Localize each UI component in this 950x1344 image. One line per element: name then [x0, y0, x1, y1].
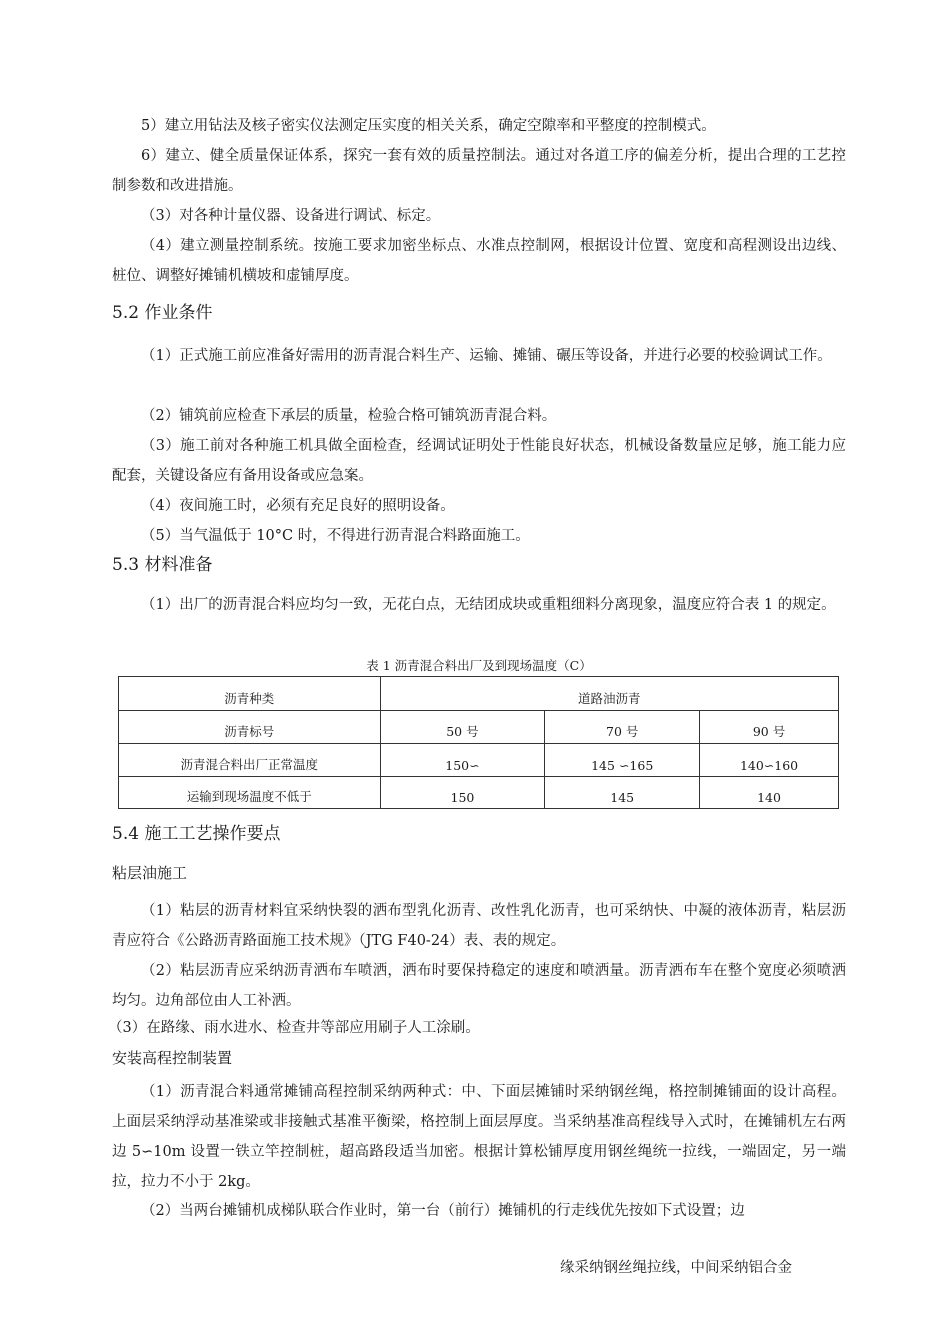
table-cell-label: 沥青种类 — [119, 677, 381, 711]
table-cell: 140 — [700, 777, 839, 809]
table-cell: 140∽160 — [700, 744, 839, 777]
section-heading-5-4: 5.4 施工工艺操作要点 — [112, 824, 281, 844]
table-cell: 90 号 — [700, 711, 839, 744]
subheading-elevation-control: 安装高程控制装置 — [112, 1049, 233, 1067]
table-cell-label: 沥青混合料出厂正常温度 — [119, 744, 381, 777]
paragraph-5-4-2: （2）粘层沥青应采纳沥青洒布车喷洒，洒布时要保持稳定的速度和喷洒量。沥青洒布车在整个宽度必须喷洒均匀。边角部位由人工补洒。 — [112, 963, 846, 1009]
table-caption: 表 1 沥青混合料出厂及到现场温度（C） — [366, 658, 592, 673]
table-cell: 150 — [380, 777, 545, 809]
paragraph-5-4-4: （1）沥青混合料通常摊铺高程控制采纳两种式：中、下面层摊铺时采纳钢丝绳，格控制摊铺面的设计高程。上面层采纳浮动基准梁或非接触式基准平衡梁，格控制上面层厚度。当采纳基准高程线导入式时，在摊铺机左右两边 5∽10m 设置一铁立竿控制桩，超高路段适当加密。根据计算松铺厚度用钢丝绳统一拉线，一端固定，另一端拉，拉力不小于 2kg。 — [112, 1084, 846, 1190]
page-tail-text: 缘采纳钢丝绳拉线，中间采纳铝合金 — [560, 1260, 792, 1276]
paragraph-2: 6）建立、健全质量保证体系，探究一套有效的质量控制法。通过对各道工序的偏差分析，提出合理的工艺控制参数和改进措施。 — [112, 148, 846, 194]
subheading-tack-coat: 粘层油施工 — [112, 864, 188, 882]
table-cell-label: 运输到现场温度不低于 — [119, 777, 381, 809]
paragraph-3: （3）对各种计量仪器、设备进行调试、标定。 — [141, 208, 441, 224]
paragraph-5-4-5: （2）当两台摊铺机成梯队联合作业时，第一台（前行）摊铺机的行走线优先按如下式设置；边 — [141, 1203, 745, 1219]
table-row — [119, 677, 839, 711]
table-cell-label: 沥青标号 — [119, 711, 381, 744]
paragraph-5-4-1: （1）粘层的沥青材料宜采纳快裂的洒布型乳化沥青、改性乳化沥青，也可采纳快、中凝的液体沥青，粘层沥青应符合《公路沥青路面施工技术规》（JTG F40-24）表、表的规定。 — [112, 903, 846, 949]
table-row — [119, 777, 839, 809]
paragraph-5-2-3: （3）施工前对各种施工机具做全面检查，经调试证明处于性能良好状态，机械设备数量应足够，施工能力应配套，关键设备应有备用设备或应急案。 — [112, 438, 846, 484]
paragraph-4: （4）建立测量控制系统。按施工要求加密坐标点、水准点控制网，根据设计位置、宽度和高程测设出边线、桩位、调整好摊铺机横坡和虚铺厚度。 — [112, 238, 846, 284]
table-cell: 145 ∽165 — [545, 744, 700, 777]
paragraph-5-2-1: （1）正式施工前应准备好需用的沥青混合料生产、运输、摊铺、碾压等设备，并进行必要的校验调试工作。 — [141, 348, 832, 364]
temperature-table — [118, 676, 839, 809]
paragraph-5-2-5: （5）当气温低于 10°C 时，不得进行沥青混合料路面施工。 — [141, 528, 530, 544]
table-cell: 50 号 — [380, 711, 545, 744]
table-cell: 70 号 — [545, 711, 700, 744]
paragraph-5-2-2: （2）铺筑前应检查下承层的质量，检验合格可铺筑沥青混合料。 — [141, 408, 557, 424]
paragraph-5-2-4: （4）夜间施工时，必须有充足良好的照明设备。 — [141, 498, 455, 514]
section-heading-5-3: 5.3 材料准备 — [112, 555, 213, 575]
paragraph-5-3-1: （1）出厂的沥青混合料应均匀一致，无花白点，无结团成块或重粗细料分离现象，温度应符合表 1 的规定。 — [141, 597, 836, 613]
table-row — [119, 711, 839, 744]
table-cell: 145 — [545, 777, 700, 809]
table-cell: 道路油沥青 — [380, 677, 838, 711]
table-cell: 150∽ — [380, 744, 545, 777]
section-heading-5-2: 5.2 作业条件 — [112, 303, 213, 323]
paragraph-5-4-3: （3）在路缘、雨水进水、检查井等部应用刷子人工涂刷。 — [108, 1020, 480, 1036]
paragraph-1: 5）建立用钻法及核子密实仪法测定压实度的相关关系，确定空隙率和平整度的控制模式。 — [141, 118, 716, 134]
table-row — [119, 744, 839, 777]
